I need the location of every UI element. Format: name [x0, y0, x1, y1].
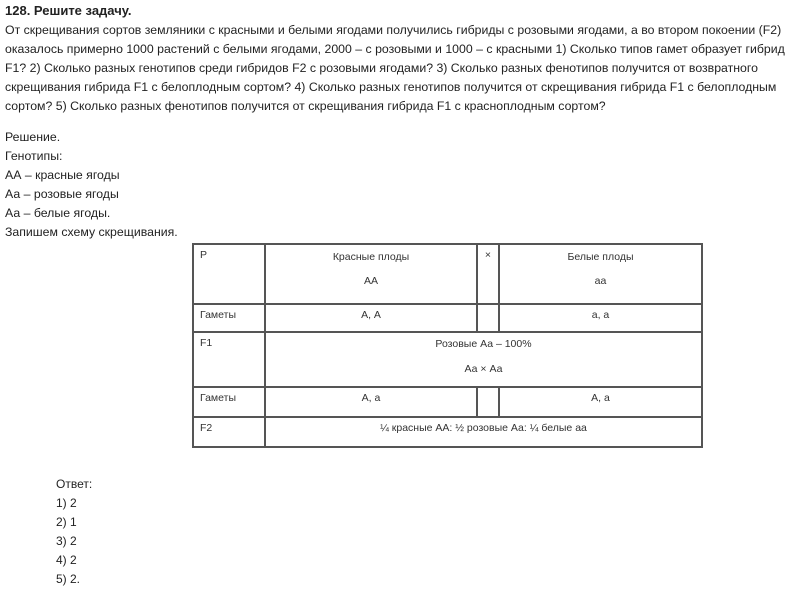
- answer-item: 2) 1: [56, 515, 77, 529]
- parent1-genotype: АА: [363, 275, 378, 287]
- parent2-phenotype: Белые плоды: [567, 251, 634, 263]
- cross-sign: ×: [477, 244, 499, 304]
- answer-label: Ответ:: [56, 477, 93, 491]
- f1-label: F1: [193, 332, 265, 387]
- problem-text: От скрещивания сортов земляники с красными и белыми ягодами получились гибриды с розовыми ягодами, а во втором покоении (F2) оказалось примерно 1000 растений с белыми ягодами, 2000 – с розовыми и 1000 – с красными 1) Сколько типов гамет образует гибрид F1? 2) Сколько разных генотипов среди гибридов F2 с розовыми ягодами? 3) Сколько разных фенотипов получится от возвратного скрещивания гибрида F1 с белоплодным сортом? 4) Сколько разных генотипов получится от скрещивания гибрида F1 с белоплодным сортом? 5) Сколько разных фенотипов получится от скрещивания гибрида F1 с красноплодным сортом?: [5, 23, 785, 113]
- gametes-f1-first: А, а: [265, 387, 477, 417]
- parent1-cell: [265, 244, 477, 304]
- solution-line: Генотипы:: [5, 149, 63, 163]
- answer-item: 3) 2: [56, 534, 77, 548]
- solution-line: Аа – розовые ягоды: [5, 187, 119, 201]
- solution-line: Решение.: [5, 130, 61, 144]
- table-row: [193, 304, 702, 332]
- parent2-cell: [499, 244, 702, 304]
- crossing-scheme-table: [192, 243, 703, 448]
- answer-item: 1) 2: [56, 496, 77, 510]
- answer-item: 4) 2: [56, 553, 77, 567]
- answer-block: [56, 475, 92, 589]
- parent2-genotype: аа: [594, 275, 607, 287]
- table-row: [193, 387, 702, 417]
- empty-cell: [477, 387, 499, 417]
- solution-line: АА – красные ягоды: [5, 168, 120, 182]
- solution-block: [5, 128, 178, 242]
- solution-line: Запишем схему скрещивания.: [5, 225, 178, 239]
- solution-line: Аа – белые ягоды.: [5, 206, 111, 220]
- f2-result: ¼ красные АА: ½ розовые Аа: ¼ белые аа: [265, 417, 702, 447]
- gametes-f1-second: А, а: [499, 387, 702, 417]
- table-row: [193, 332, 702, 387]
- f1-result: Розовые Аа – 100%: [435, 338, 532, 350]
- gametes-parent1: А, А: [265, 304, 477, 332]
- parent1-phenotype: Красные плоды: [332, 251, 410, 263]
- gametes-label: Гаметы: [193, 304, 265, 332]
- table-row: [193, 244, 702, 304]
- gametes-parent2: а, а: [499, 304, 702, 332]
- problem-title: 128. Решите задачу.: [5, 3, 132, 18]
- f2-label: F2: [193, 417, 265, 447]
- gametes-label: Гаметы: [193, 387, 265, 417]
- answer-item: 5) 2.: [56, 572, 81, 586]
- p-label: P: [193, 244, 265, 304]
- empty-cell: [477, 304, 499, 332]
- table-row: [193, 417, 702, 447]
- f1-cross: Аа × Аа: [464, 363, 503, 375]
- f1-cell: [265, 332, 702, 387]
